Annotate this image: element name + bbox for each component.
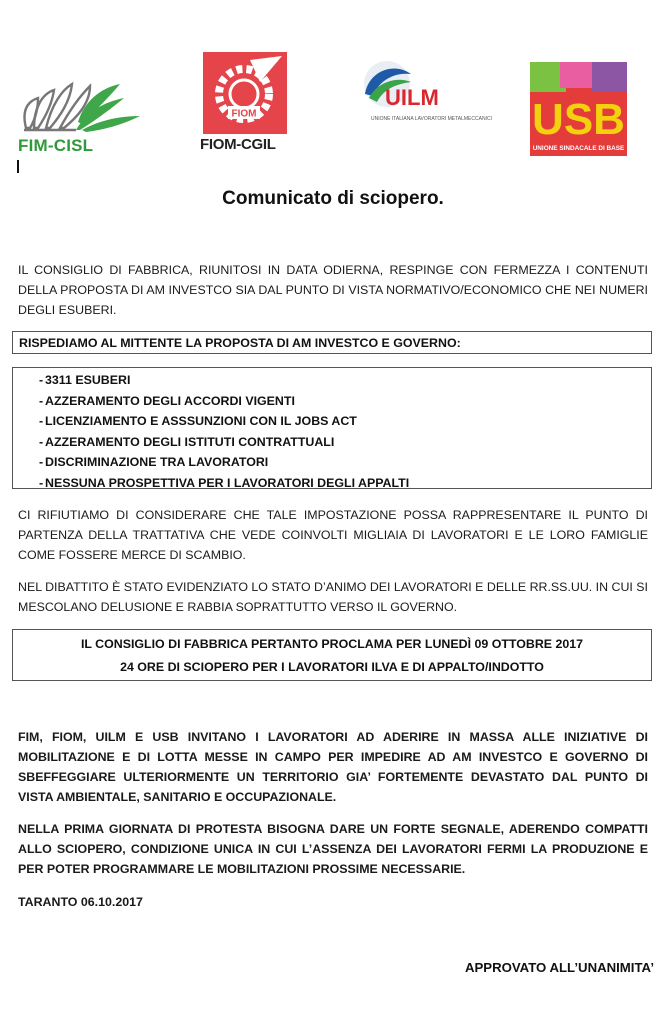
rejected-points-list — [12, 367, 652, 489]
fiom-gear-emblem-icon — [200, 52, 290, 136]
list-item — [13, 473, 651, 494]
list-item — [13, 370, 651, 391]
list-dash: - — [39, 455, 44, 469]
list-dash: - — [39, 475, 44, 490]
list-item-text: AZZERAMENTO DEGLI ACCORDI VIGENTI — [45, 393, 295, 408]
fiom-cgil-label: FIOM-CGIL — [200, 136, 276, 153]
debate-paragraph: NEL DIBATTITO È STATO EVIDENZIATO LO STATO D’ANIMO DEI LAVORATORI E DELLE RR.SS.UU. IN CUI SI MESCOLANO DELUSIONE E RABBIA SOPRATTUTTO VERSO IL GOVERNO. — [18, 580, 648, 614]
list-dash: - — [39, 373, 44, 387]
proclamation-line-2: 24 ORE DI SCIOPERO PER I LAVORATORI ILVA E DI APPALTO/INDOTTO — [120, 660, 544, 674]
usb-logo — [530, 62, 627, 156]
approval-signature: APPROVATO ALL’UNANIMITA’ — [464, 960, 654, 975]
list-item-text: DISCRIMINAZIONE TRA LAVORATORI — [45, 455, 269, 469]
intro-paragraph: IL CONSIGLIO DI FABBRICA, RIUNITOSI IN DATA ODIERNA, RESPINGE CON FERMEZZA I CONTENUTI DELLA PROPOSTA DI AM INVESTCO SIA DAL PUNTO DI VISTA NORMATIVO/ECONOMICO CHE NEI NUMERI DEGLI ESUBERI. — [18, 263, 648, 317]
place-date: TARANTO 06.10.2017 — [18, 895, 143, 909]
list-dash: - — [39, 414, 44, 428]
usb-wordmark: USB — [532, 95, 625, 144]
list-item-text: NESSUNA PROSPETTIVA PER I LAVORATORI DEGLI APPALTI — [45, 475, 410, 490]
refusal-paragraph: CI RIFIUTIAMO DI CONSIDERARE CHE TALE IMPOSTAZIONE POSSA RAPPRESENTARE IL PUNTO DI PARTENZA DELLA TRATTATIVA CHE VEDE COINVOLTI MIGLIAIA DI LAVORATORI E LE LORO FAMIGLIE COME FOSSERE MERCE DI SCAMBIO. — [18, 508, 648, 562]
rejection-header-box — [12, 331, 652, 354]
fiom-badge-text: FIOM — [231, 108, 257, 120]
list-item — [13, 432, 651, 453]
list-item-text: LICENZIAMENTO E ASSSUNZIONI CON IL JOBS ACT — [45, 414, 357, 428]
uilm-wordmark: UILM — [385, 85, 439, 110]
uilm-logo — [355, 58, 492, 136]
list-item-text: 3311 ESUBERI — [45, 373, 131, 387]
usb-emblem-icon — [530, 62, 627, 156]
list-item — [13, 391, 651, 412]
first-day-paragraph: NELLA PRIMA GIORNATA DI PROTESTA BISOGNA DARE UN FORTE SEGNALE, ADERENDO COMPATTI ALLO SCIOPERO, CONDIZIONE UNICA IN CUI L’ASSENZA DEI LAVORATORI FERMI LA PRODUZIONE E PER POTER PROGRAMMARE LE MOBILITAZIONI PROSSIME NECESSARIE. — [18, 822, 648, 876]
list-item — [13, 452, 651, 473]
list-item-text: AZZERAMENTO DEGLI ISTITUTI CONTRATTUALI — [45, 434, 335, 449]
list-item — [13, 411, 651, 432]
fim-cisl-logo — [16, 72, 141, 162]
list-dash: - — [39, 393, 44, 408]
proclamation-line-1: IL CONSIGLIO DI FABBRICA PERTANTO PROCLAMA PER LUNEDÌ 09 OTTOBRE 2017 — [80, 637, 584, 651]
document-title: Comunicato di sciopero. — [222, 188, 444, 209]
strike-proclamation-box — [12, 629, 652, 681]
text-cursor-mark — [17, 160, 19, 173]
list-dash: - — [39, 434, 44, 449]
appeal-paragraph: FIM, FIOM, UILM E USB INVITANO I LAVORATORI AD ADERIRE IN MASSA ALLE INIZIATIVE DI MOBILITAZIONE E DI LOTTA MESSE IN CAMPO PER IMPEDIRE AD AM INVESTCO E GOVERNO DI SBEFFEGGIARE ULTERIORMENTE UN TERRITORIO GIA’ FORTEMENTE DEVASTATO DAL PUNTO DI VISTA AMBIENTALE, SANITARIO E OCCUPAZIONALE. — [18, 730, 648, 804]
fim-cisl-label: FIM-CISL — [18, 136, 94, 155]
fim-cisl-flower-icon — [16, 72, 141, 138]
fiom-cgil-logo — [200, 52, 292, 158]
uilm-emblem-icon — [355, 58, 492, 136]
uilm-caption: UNIONE ITALIANA LAVORATORI METALMECCANICI — [371, 116, 492, 122]
rejection-header: RISPEDIAMO AL MITTENTE LA PROPOSTA DI AM INVESTCO E GOVERNO: — [19, 336, 461, 350]
usb-caption: UNIONE SINDACALE DI BASE — [532, 145, 625, 152]
